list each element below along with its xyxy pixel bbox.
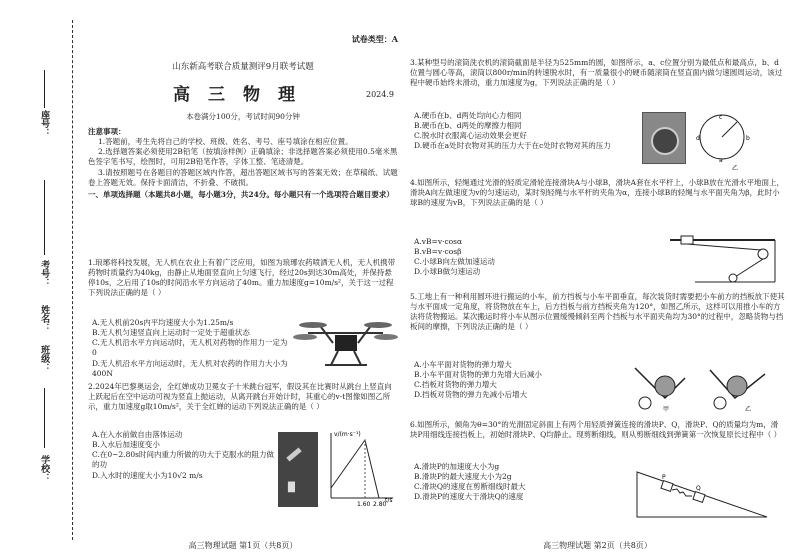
footer-page-2: 高三物理试题 第2页（共8页） (543, 541, 652, 551)
washer-photo (642, 112, 686, 164)
question-2-options (92, 430, 277, 481)
page-1 (88, 0, 398, 560)
option-a[interactable]: A.滑块P的加速度大小为g (414, 462, 500, 471)
option-d[interactable]: D.滑块P的速度大于滑块Q的速度 (414, 492, 524, 502)
question-5 (410, 292, 785, 333)
note-item: 3.请按照题号在各题目的答题区域内作答，超出答题区域书写的答案无效；在草稿纸、试题卷上答题无效。保持卡面清洁，不折叠、不破损。 (88, 167, 398, 187)
question-2 (88, 382, 398, 412)
section-heading: 一、单项选择题（本题共8小题，每小题3分，共24分。每小题只有一个选项符合题目要求） (88, 189, 394, 199)
option-b[interactable]: B.滑块P的最大速度大小为2g (414, 472, 512, 482)
binding-margin (0, 0, 85, 560)
option-a[interactable]: A.无人机前20s内平均速度大小为1.25m/s (92, 318, 234, 327)
option-d[interactable]: D.入水时的速度大小为10√2 m/s (92, 470, 203, 480)
fig-label: 乙 (732, 165, 739, 170)
diver-photo: █ (278, 432, 318, 507)
graph-xtick: 2.80 (373, 501, 387, 508)
question-stem: 5.工地上有一种利用圆环进行搬运的小车，前方挡板与小车平面垂直，每次装货时需要把小车前方的挡板放下使其与水平面成一定角度，将货物放在车上，后方挡板与前方挡板夹角为120°，如图乙所示，这样可以用推小车的方法将货物搬运。某次搬运时将小车从图示位置缓慢倾斜至两个挡板与水平面夹角均为30°的过程中，忽略货物与挡板间的摩擦，下列说法正确的是（ ） (410, 292, 785, 332)
svg-text:d: d (696, 135, 700, 142)
option-d[interactable]: D.小球B做匀速运动 (414, 267, 481, 277)
svg-text:c: c (719, 114, 723, 121)
svg-text:a: a (719, 157, 723, 164)
question-6 (410, 420, 785, 440)
option-d[interactable]: D.挡板对货物的弹力先减小后增大 (414, 390, 528, 400)
question-stem: 6.如图所示，倾角为θ=30°的光滑固定斜面上有两个用轻质弹簧连接的滑块P、Q，滑块P、Q的质量均为m，滑块P用细线连接挡板上，初始时滑块P、Q均静止。现剪断细线，则从剪断细线到弹簧第一次恢复原长过程中（ ） (410, 420, 782, 440)
incline-diagram (632, 462, 772, 522)
option-d[interactable]: D.硬币在a处时衣物对其的压力大于在c处时衣物对其的压力 (414, 141, 611, 151)
option-b[interactable]: B.入水后加速度变小 (92, 440, 160, 450)
svg-text:P: P (662, 474, 666, 481)
question-stem: 1.琅琊将科技发展，无人机在农业上有着广泛应用，如图为琅琊农药喷洒无人机，无人机携带药物时质量约为40kg，由静止从地面竖直向上匀速飞行，经过20s到达30m高处，并保持悬停10s，之后用了10s的时间沿水平方向运动了40m。重力加速度g=10m/s²，关于这一过程下列说法正确的是（ ） (88, 258, 396, 298)
option-c[interactable]: C.在0~2.80s时间内重力所做的功大于克服水的阻力做的功 (92, 450, 274, 470)
question-3 (410, 58, 785, 88)
exam-type: 试卷类型：A (351, 34, 398, 44)
question-1 (88, 258, 398, 299)
exam-header: 山东新高考联合质量测评9月联考试题 (172, 62, 314, 72)
exam-date: 2024.9 (366, 90, 394, 99)
option-c[interactable]: C.无人机沿水平方向运动时，无人机对药物的作用力一定为0 (92, 338, 288, 358)
graph-xlabel: t/s (385, 497, 393, 504)
option-c[interactable]: C.滑块Q的速度在剪断细线时最大 (414, 482, 526, 492)
fill-line[interactable] (44, 388, 45, 448)
question-5-options (414, 360, 624, 401)
option-b[interactable]: B.vB=v·cosβ (414, 247, 462, 257)
page-2 (410, 0, 785, 560)
option-b[interactable]: B.硬币在b、d两处的摩擦力相同 (414, 121, 522, 131)
fill-line[interactable] (44, 70, 45, 108)
notes-block (88, 127, 398, 200)
fill-line[interactable] (44, 180, 45, 255)
question-6-options (414, 462, 624, 503)
option-d[interactable]: D.无人机沿水平方向运动时，无人机对农药的作用力大小为400N (92, 358, 288, 378)
margin-label-name: 姓名： (39, 305, 50, 332)
option-a[interactable]: A.小车平面对货物的弹力增大 (414, 360, 512, 369)
note-item: 1.答题前，考生先将自己的学校、班级、姓名、考号、座号填涂在相应位置。 (98, 137, 353, 147)
drone-figure (293, 315, 398, 375)
svg-text:b: b (746, 135, 750, 142)
footer-page-1: 高三物理试题 第1页（共8页） (188, 541, 298, 551)
pulley-diagram (665, 232, 780, 287)
question-stem: 2.2024年巴黎奥运会，全红婵成功卫冕女子十米跳台冠军，假设其在比赛时从跳台上竖直向上跃起后在空中运动可视为竖直上抛运动，从离开跳台开始计时，其重心的v-t图像如图乙所示，重力加速度g取10m/s²，关于全红婵的运动下列说法正确的是（ ） (88, 382, 392, 412)
option-a[interactable]: A.硬币在b、d两处均向心力相同 (414, 111, 522, 120)
notes-title: 注意事项： (88, 127, 126, 136)
option-c[interactable]: C.挡板对货物的弹力增大 (414, 380, 497, 390)
velocity-time-graph (321, 428, 397, 508)
margin-label-school: 学校： (39, 455, 50, 482)
margin-label-id: 考号： (39, 260, 50, 287)
graph-ylabel: v/(m·s⁻¹) (334, 431, 361, 438)
option-b[interactable]: B.无人机匀速竖直向上运动时一定处于超重状态 (92, 328, 250, 338)
option-a[interactable]: A.在入水前做自由落体运动 (92, 430, 183, 439)
cut-line (72, 20, 73, 540)
margin-label-seat: 座号： (39, 110, 50, 137)
note-item: 2.选择题答案必须使用2B铅笔（按填涂样例）正确填涂；非选择题答案必须使用0.5毫米黑色签字笔书写，绘图时，可用2B铅笔作答，字体工整、笔迹清楚。 (88, 147, 398, 167)
subject-title: 高三物理 (173, 85, 313, 105)
question-stem: 4.如图所示，轻绳通过光滑的轻质定滑轮连接滑块A与小球B，滑块A套在水平杆上，小球B放在光滑水平地面上，滑块A向左做速度为v的匀速运动，某时刻轻绳与水平杆的夹角为α，连接小球B的轻绳与水平面夹角为β，此时小球B的速度为vB，下列说法正确的是（ ） (410, 178, 785, 208)
option-c[interactable]: C.小球B向左做加速运动 (414, 257, 495, 267)
question-4 (410, 178, 785, 208)
graph-xtick: 1.60 (357, 501, 371, 508)
fig-label: 乙 (745, 406, 752, 413)
question-3-options (414, 111, 644, 152)
option-b[interactable]: B.小车平面对货物的弹力先增大后减小 (414, 370, 542, 380)
svg-text:Q: Q (696, 485, 701, 492)
option-a[interactable]: A.vB=v·cosα (414, 237, 463, 246)
question-1-options (92, 318, 292, 379)
question-stem: 3.某种型号的滚筒洗衣机的滚筒截面是半径为525mm的圆，如图所示，a、c位置分别为最低点和最高点，b、d位置与圆心等高，滚筒以800r/min的转速脱水时，有一质量很小的硬币随滚筒在竖直面内做匀速圆周运动，该过程中硬币始终未滑动，重力加速度为g，下列说法正确的是（ ） (410, 58, 783, 88)
question-4-options (414, 237, 614, 278)
fig-label: 甲 (663, 406, 670, 413)
cart-diagrams (625, 358, 780, 413)
drum-diagram (692, 110, 762, 170)
margin-label-class: 班级： (39, 345, 50, 372)
score-time: 本卷满分100分，考试时间90分钟 (186, 112, 300, 121)
option-c[interactable]: C.脱水时衣服离心运动效果会更好 (414, 131, 527, 141)
